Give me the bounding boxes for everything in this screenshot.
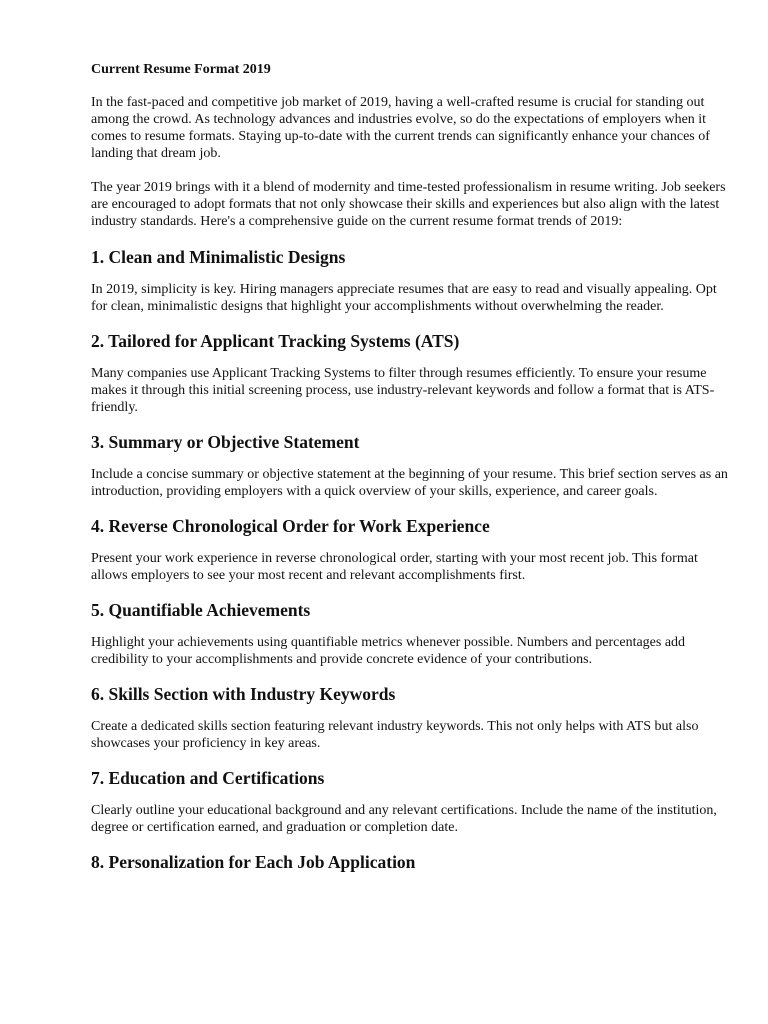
section-heading-6: 6. Skills Section with Industry Keywords: [91, 684, 396, 704]
document-page: [91, 61, 731, 886]
section-body-3: Include a concise summary or objective statement at the beginning of your resume. This brief section serves as an introduction, providing employers with a quick overview of your skills, experience, and career goals.: [91, 467, 728, 499]
section-heading-3: 3. Summary or Objective Statement: [91, 432, 360, 452]
document-title: Current Resume Format 2019: [91, 62, 271, 77]
section-heading-5: 5. Quantifiable Achievements: [91, 600, 311, 620]
section-heading-8: 8. Personalization for Each Job Application: [91, 852, 416, 872]
section-heading-7: 7. Education and Certifications: [91, 768, 325, 788]
section-body-2: Many companies use Applicant Tracking Systems to filter through resumes efficiently. To ensure your resume makes it through this initial screening process, use industry-relevant keywords and follow a format that is ATS-friendly.: [91, 366, 715, 415]
section-body-7: Clearly outline your educational background and any relevant certifications. Include the name of the institution, degree or certification earned, and graduation or completion date.: [91, 803, 717, 835]
section-body-5: Highlight your achievements using quantifiable metrics whenever possible. Numbers and percentages add credibility to your accomplishments and provide concrete evidence of your contributions.: [91, 635, 686, 667]
section-heading-2: 2. Tailored for Applicant Tracking Systems (ATS): [91, 331, 460, 351]
intro-paragraph-2: The year 2019 brings with it a blend of modernity and time-tested professionalism in resume writing. Job seekers are encouraged to adopt formats that not only showcase their skills and experiences but also align with the latest industry standards. Here's a comprehensive guide on the current resume format trends of 2019:: [91, 180, 726, 229]
section-body-6: Create a dedicated skills section featuring relevant industry keywords. This not only helps with ATS but also showcases your proficiency in key areas.: [91, 719, 699, 751]
section-heading-4: 4. Reverse Chronological Order for Work Experience: [91, 516, 490, 536]
section-body-1: In 2019, simplicity is key. Hiring managers appreciate resumes that are easy to read and visually appealing. Opt for clean, minimalistic designs that highlight your accomplishments without overwhelming the reader.: [91, 282, 717, 314]
section-body-4: Present your work experience in reverse chronological order, starting with your most recent job. This format allows employers to see your most recent and relevant accomplishments first.: [91, 551, 698, 583]
intro-paragraph-1: In the fast-paced and competitive job market of 2019, having a well-crafted resume is crucial for standing out among the crowd. As technology advances and industries evolve, so do the expectations of employers when it comes to resume formats. Staying up-to-date with the current trends can significantly enhance your chances of landing that dream job.: [91, 95, 710, 161]
section-heading-1: 1. Clean and Minimalistic Designs: [91, 247, 346, 267]
